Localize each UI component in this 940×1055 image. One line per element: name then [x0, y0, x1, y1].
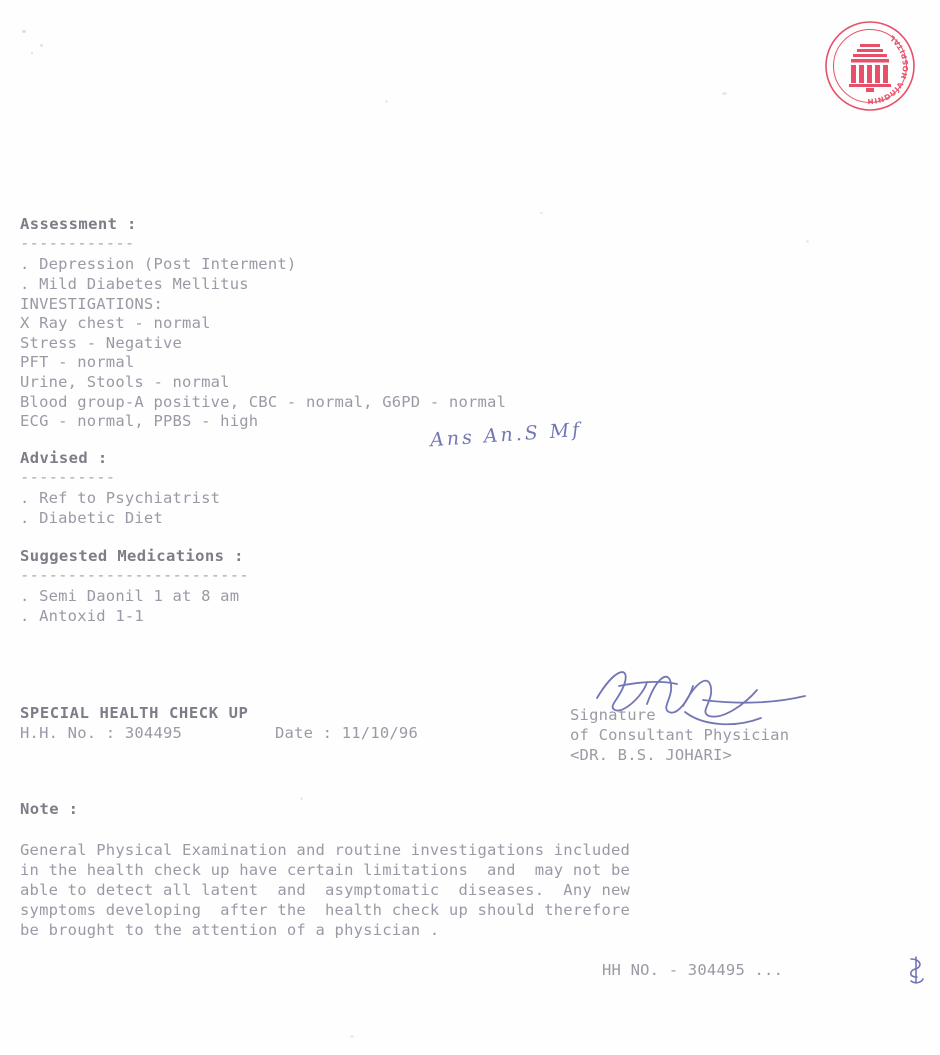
medications-underline: ------------------------	[20, 566, 249, 584]
hinduja-hospital-logo-icon	[822, 18, 918, 114]
advised-heading: Advised :	[20, 449, 108, 467]
assessment-line: Blood group-A positive, CBC - normal, G6PD - normal	[20, 393, 507, 411]
note-heading: Note :	[20, 800, 79, 818]
assessment-line: Stress - Negative	[20, 334, 183, 352]
paper-speckle	[40, 44, 43, 47]
medications-line: . Antoxid 1-1	[20, 607, 144, 625]
page-footer-hh-number: HH NO. - 304495 ...	[602, 961, 784, 979]
svg-text:HINDUJA HOSPITAL: HINDUJA HOSPITAL	[867, 32, 911, 107]
note-line: able to detect all latent and asymptomatic diseases. Any new	[20, 881, 631, 899]
medications-line: . Semi Daonil 1 at 8 am	[20, 587, 240, 605]
note-line: in the health check up have certain limitations and may not be	[20, 861, 631, 879]
paper-speckle	[31, 52, 33, 54]
paper-speckle	[22, 30, 26, 33]
advised-underline: ----------	[20, 468, 116, 486]
paper-speckle	[806, 240, 809, 243]
handwritten-initial	[905, 955, 931, 985]
assessment-line: . Mild Diabetes Mellitus	[20, 275, 249, 293]
report-date: Date : 11/10/96	[275, 724, 418, 742]
paper-speckle	[385, 100, 388, 103]
assessment-underline: ------------	[20, 234, 135, 252]
paper-speckle	[722, 92, 727, 95]
assessment-line: . Depression (Post Interment)	[20, 255, 297, 273]
note-line: be brought to the attention of a physician .	[20, 921, 440, 939]
assessment-line: ECG - normal, PPBS - high	[20, 412, 259, 430]
note-line: General Physical Examination and routine investigations included	[20, 841, 631, 859]
paper-speckle	[350, 1035, 354, 1038]
assessment-line: Urine, Stools - normal	[20, 373, 230, 391]
medications-heading: Suggested Medications :	[20, 547, 244, 565]
assessment-line: X Ray chest - normal	[20, 314, 211, 332]
signature-label: Signature	[570, 706, 656, 724]
paper-speckle	[540, 212, 543, 214]
advised-line: . Diabetic Diet	[20, 509, 163, 527]
advised-line: . Ref to Psychiatrist	[20, 489, 221, 507]
special-health-check-up-title: SPECIAL HEALTH CHECK UP	[20, 704, 249, 722]
hh-number: H.H. No. : 304495	[20, 724, 183, 742]
signature-doctor-name: <DR. B.S. JOHARI>	[570, 746, 733, 764]
paper-speckle	[300, 797, 303, 800]
assessment-heading: Assessment :	[20, 215, 137, 233]
assessment-line: INVESTIGATIONS:	[20, 295, 163, 313]
signature-role: of Consultant Physician	[570, 726, 790, 744]
handwritten-annotation: Ans An.S Mf	[429, 418, 583, 452]
note-line: symptoms developing after the health check up should therefore	[20, 901, 631, 919]
assessment-line: PFT - normal	[20, 353, 135, 371]
